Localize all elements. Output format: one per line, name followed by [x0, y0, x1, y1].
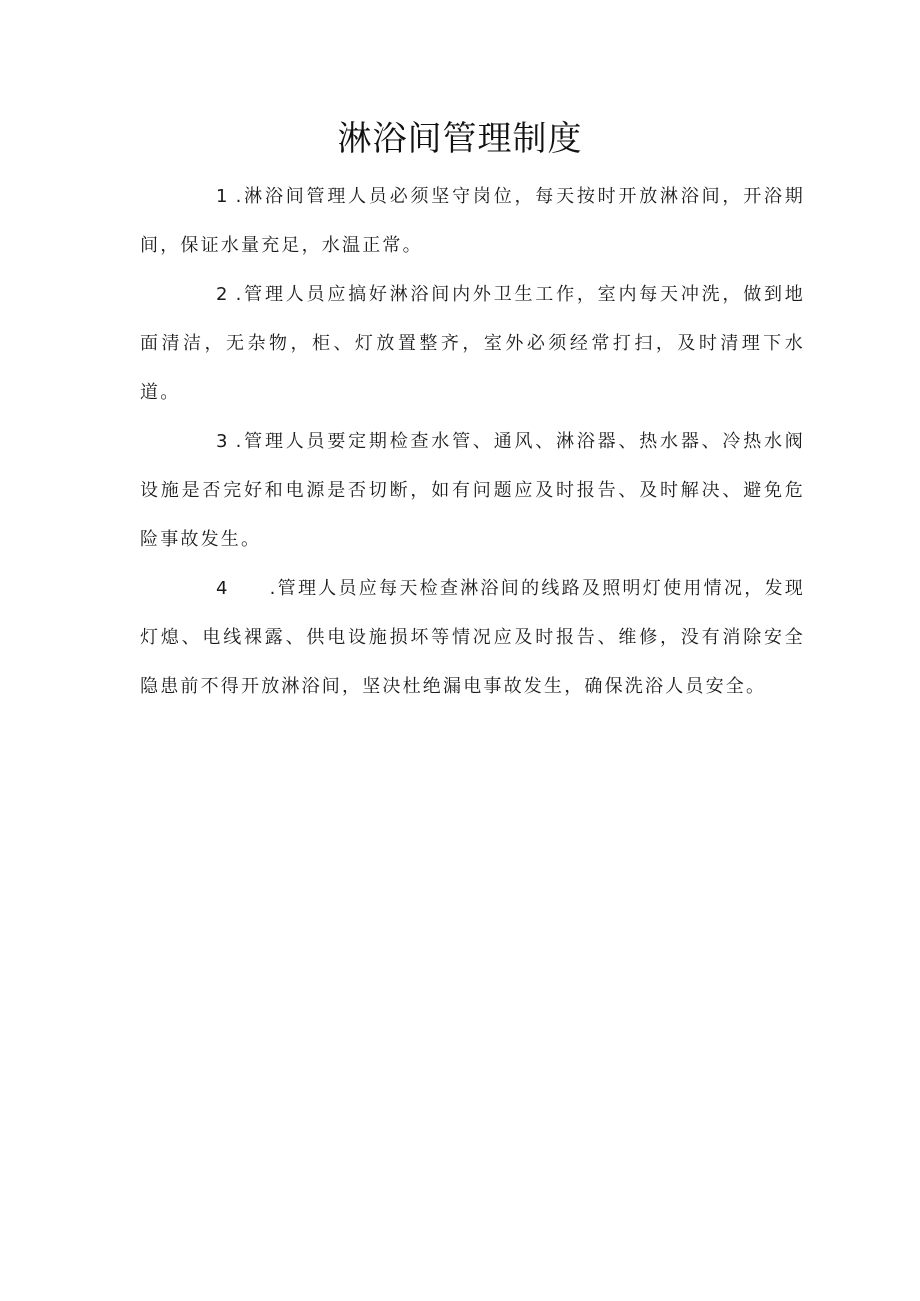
rule-item-3: [140, 417, 805, 564]
rule-text: .淋浴间管理人员必须坚守岗位，每天按时开放淋浴间，开浴期间，保证水量充足，水温正常。: [140, 186, 805, 256]
rule-text: .管理人员应搞好淋浴间内外卫生工作，室内每天冲洗，做到地面清洁，无杂物，柜、灯放置整齐，室外必须经常打扫，及时清理下水道。: [140, 284, 805, 403]
document-title: 淋浴间管理制度: [337, 119, 583, 159]
rule-text: .管理人员要定期检查水管、通风、淋浴器、热水器、冷热水阀设施是否完好和电源是否切断，如有问题应及时报告、及时解决、避免危险事故发生。: [140, 431, 805, 550]
rule-number: 3: [216, 431, 230, 452]
rule-text: .管理人员应每天检查淋浴间的线路及照明灯使用情况，发现灯熄、电线裸露、供电设施损坏等情况应及时报告、维修，没有消除安全隐患前不得开放淋浴间，坚决杜绝漏电事故发生，确保洗浴人员安全。: [140, 578, 805, 697]
rule-item-2: [140, 270, 805, 417]
rule-item-4: [140, 564, 805, 711]
rule-number: 4: [216, 578, 230, 599]
document-body: [140, 172, 805, 711]
rule-number: 1: [216, 186, 230, 207]
rule-number: 2: [216, 284, 230, 305]
rule-item-1: [140, 172, 805, 270]
